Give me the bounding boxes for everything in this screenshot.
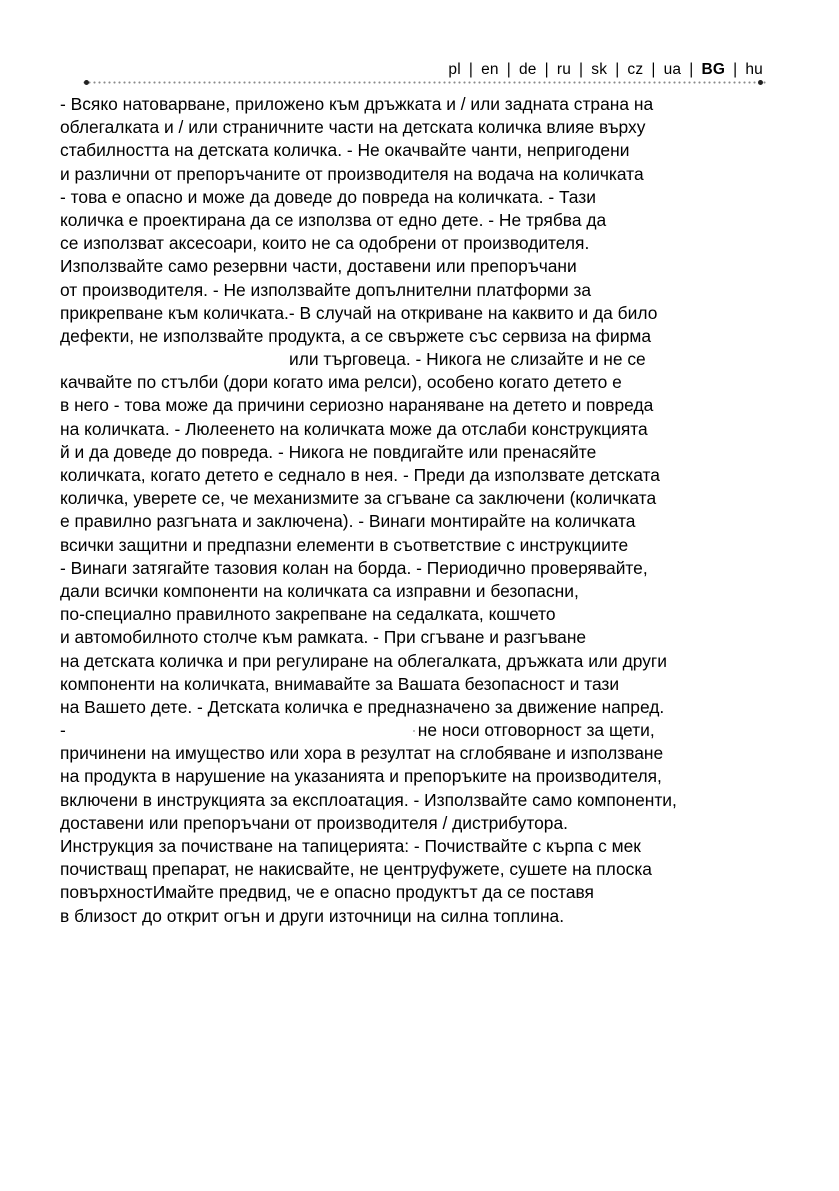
lang-separator: | bbox=[506, 61, 511, 78]
text-line: се използват аксесоари, които не са одобрени от производителя. bbox=[60, 233, 590, 254]
text-line: включени в инструкцията за експлоатация. - Използвайте само компоненти, bbox=[60, 789, 677, 810]
lang-en[interactable]: en bbox=[481, 61, 499, 78]
text-line: дали всички компоненти на количката са изправни и безопасни, bbox=[60, 580, 579, 601]
text-line: количката, когато детето е седнало в нея. - Преди да използвате детската bbox=[60, 465, 660, 485]
text-line: от производителя. - Не използвайте допълнителни платформи за bbox=[60, 279, 592, 300]
text-line: на продукта в нарушение на указанията и препоръките на производителя, bbox=[60, 766, 662, 787]
text-line: количка е проектирана да се използва от едно дете. - Не трябва да bbox=[60, 209, 607, 230]
text-line: повърхностИмайте предвид, че е опасно продуктът да се поставя bbox=[60, 882, 594, 903]
lang-separator: | bbox=[544, 61, 549, 78]
text-line-with-gap bbox=[60, 719, 800, 742]
lang-sk[interactable]: sk bbox=[591, 61, 608, 78]
language-selector bbox=[446, 61, 765, 79]
text-line: - Всяко натоварване, приложено към дръжката и / или задната страна на bbox=[60, 94, 654, 114]
text-line: на Вашето дете. - Детската количка е предназначено за движение напред. bbox=[60, 696, 665, 717]
text-line: в него - това може да причини сериозно нараняване на детето и повреда bbox=[60, 395, 654, 416]
text-line: количка, уверете се, че механизмите за сгъване са заключени (количката bbox=[60, 488, 657, 509]
lang-bg-active[interactable]: BG bbox=[701, 61, 726, 78]
text-line: Инструкция за почистване на тапицерията: - Почиствайте с кърпа с мек bbox=[60, 836, 641, 856]
speck bbox=[413, 730, 415, 732]
text-line: качвайте по стълби (дори когато има релси), особено когато детето е bbox=[60, 372, 622, 393]
leading-dash: - bbox=[60, 720, 66, 741]
text-line: компоненти на количката, внимавайте за Вашата безопасност и тази bbox=[60, 673, 620, 694]
lang-separator: | bbox=[579, 61, 584, 78]
lang-separator: | bbox=[689, 61, 694, 78]
text-line: доставени или препоръчани от производителя / дистрибутора. bbox=[60, 812, 568, 833]
text-line: - Винаги затягайте тазовия колан на борда. - Периодично проверявайте, bbox=[60, 557, 648, 578]
text-line: дефекти, не използвайте продукта, а се свържете със сервиза на фирма bbox=[60, 325, 651, 346]
text-line: почистващ препарат, не накисвайте, не центруфужете, сушете на плоска bbox=[60, 859, 652, 880]
lang-separator: | bbox=[468, 61, 474, 78]
text-line: по-специално правилното закрепване на седалката, кошчето bbox=[60, 604, 556, 625]
lang-ru[interactable]: ru bbox=[556, 61, 572, 78]
text-line: всички защитни и предпазни елементи в съответствие с инструкциите bbox=[60, 534, 629, 555]
lang-separator: | bbox=[733, 61, 738, 78]
text-line: й и да доведе до повреда. - Никога не повдигайте или пренасяйте bbox=[60, 441, 597, 462]
lang-de[interactable]: de bbox=[518, 61, 537, 78]
text-line: причинени на имущество или хора в резултат на сглобяване и използване bbox=[60, 743, 664, 764]
lang-ua[interactable]: ua bbox=[663, 61, 682, 78]
lang-pl[interactable]: pl bbox=[448, 61, 461, 78]
text-line: на количката. - Люлеенето на количката може да отслаби конструкцията bbox=[60, 418, 648, 439]
text-line: на детската количка и при регулиране на облегалката, дръжката или други bbox=[60, 650, 667, 671]
lang-separator: | bbox=[615, 61, 620, 78]
text-line-indented: или търговеца. - Никога не слизайте и не се bbox=[289, 349, 646, 370]
text-line: облегалката и / или страничните части на детската количка влияе върху bbox=[60, 117, 646, 138]
text-line: и различни от препоръчаните от производителя на водача на количката bbox=[60, 163, 644, 184]
lang-separator: | bbox=[651, 61, 656, 78]
instructions-text bbox=[60, 93, 800, 928]
dotted-divider bbox=[82, 81, 766, 84]
text-line: е правилно разгъната и заключена). - Винаги монтирайте на количката bbox=[60, 511, 636, 532]
divider-dot-right bbox=[758, 80, 763, 85]
text-line: - това е опасно и може да доведе до повреда на количката. - Тази bbox=[60, 186, 596, 207]
text-line: стабилността на детската количка. - Не окачвайте чанти, непригодени bbox=[60, 140, 630, 161]
liability-text: не носи отговорност за щети, bbox=[417, 720, 655, 741]
lang-hu[interactable]: hu bbox=[745, 61, 763, 78]
text-line: в близост до открит огън и други източници на силна топлина. bbox=[60, 905, 565, 926]
divider-dot-left bbox=[84, 80, 89, 85]
lang-cz[interactable]: cz bbox=[627, 61, 644, 78]
text-line: прикрепване към количката.- В случай на откриване на каквито и да било bbox=[60, 302, 658, 323]
text-line: и автомобилното столче към рамката. - При сгъване и разгъване bbox=[60, 627, 587, 648]
text-line: Използвайте само резервни части, доставени или препоръчани bbox=[60, 256, 577, 277]
